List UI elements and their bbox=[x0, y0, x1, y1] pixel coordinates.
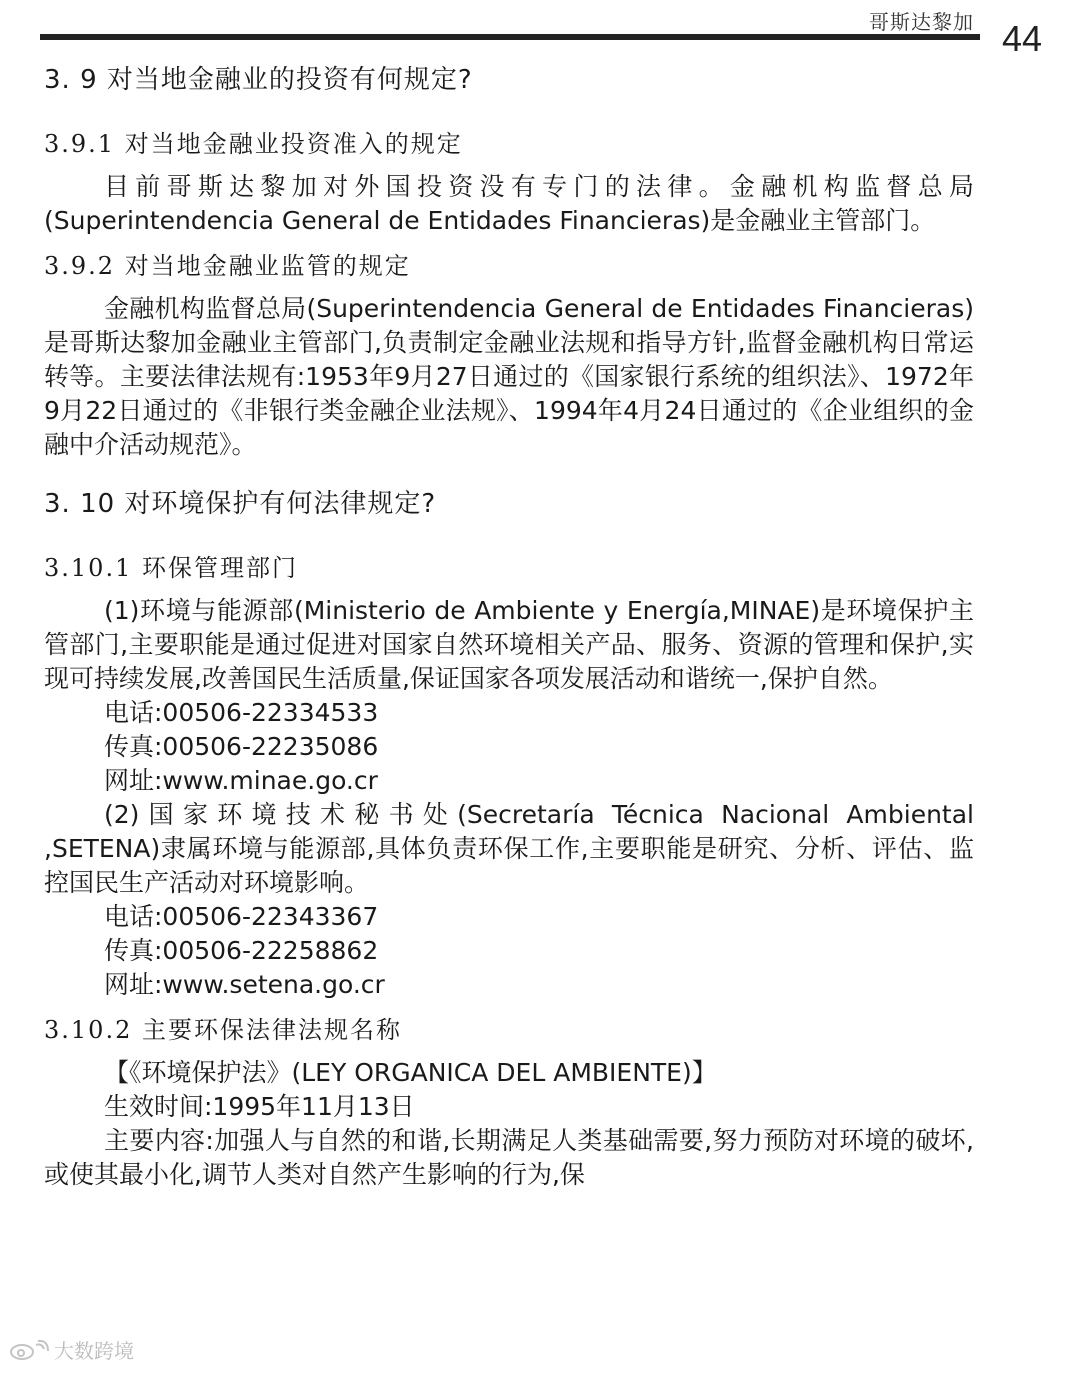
header-country: 哥斯达黎加 bbox=[869, 10, 974, 34]
minae-description: (1)环境与能源部(Ministerio de Ambiente y Energía,MINAE)是环境保护主管部门,主要职能是通过促进对国家自然环境相关产品、服务、资源的管理和保护,实现可持续发展,改善国民生活质量,保证国家各项发展活动和谐统一,保护自然。 bbox=[44, 596, 974, 693]
section-3-9-heading: 3. 9 对当地金融业的投资有何规定? bbox=[44, 65, 473, 95]
law-title: 【《环境保护法》(LEY ORGANICA DEL AMBIENTE)】 bbox=[104, 1058, 717, 1087]
law-effective-date: 生效时间:1995年11月13日 bbox=[104, 1092, 415, 1121]
weibo-logo-icon bbox=[8, 1339, 50, 1361]
section-3-9-2-paragraph: 金融机构监督总局(Superintendencia General de Entidades Financieras)是哥斯达黎加金融业主管部门,负责制定金融业法规和指导方针,监督金融机构日常运转等。主要法律法规有:1953年9月27日通过的《国家银行系统的组织法》、1972年9月22日通过的《非银行类金融企业法规》、1994年4月24日通过的《企业组织的金融中介活动规范》。 bbox=[44, 294, 974, 459]
minae-phone: 电话:00506-22334533 bbox=[104, 698, 379, 727]
setena-fax: 传真:00506-22258862 bbox=[104, 936, 379, 965]
watermark-text: 大数跨境 bbox=[54, 1339, 134, 1363]
header-rule bbox=[40, 34, 980, 40]
section-3-9-2-heading: 3.9.2 对当地金融业监管的规定 bbox=[44, 252, 411, 280]
section-3-9-1-paragraph: 目前哥斯达黎加对外国投资没有专门的法律。金融机构监督总局(Superintendencia General de Entidades Financieras)是金融业主管部门。 bbox=[44, 172, 974, 235]
setena-website: 网址:www.setena.go.cr bbox=[104, 970, 385, 999]
minae-website: 网址:www.minae.go.cr bbox=[104, 766, 378, 795]
section-3-10-2-heading: 3.10.2 主要环保法律法规名称 bbox=[44, 1016, 402, 1044]
page-number: 44 bbox=[1001, 18, 1042, 59]
main-content bbox=[44, 60, 974, 1192]
setena-description: (2)国家环境技术秘书处(Secretaría Técnica Nacional Ambiental ,SETENA)隶属环境与能源部,具体负责环保工作,主要职能是研究、分析、评估、监控国民生产活动对环境影响。 bbox=[44, 800, 974, 897]
setena-phone: 电话:00506-22343367 bbox=[104, 902, 379, 931]
law-content: 主要内容:加强人与自然的和谐,长期满足人类基础需要,努力预防对环境的破坏,或使其最小化,调节人类对自然产生影响的行为,保 bbox=[44, 1126, 974, 1189]
minae-fax: 传真:00506-22235086 bbox=[104, 732, 379, 761]
watermark bbox=[8, 1335, 134, 1364]
section-3-10-heading: 3. 10 对环境保护有何法律规定? bbox=[44, 489, 437, 519]
section-3-9-1-heading: 3.9.1 对当地金融业投资准入的规定 bbox=[44, 130, 463, 158]
section-3-10-1-heading: 3.10.1 环保管理部门 bbox=[44, 554, 298, 582]
